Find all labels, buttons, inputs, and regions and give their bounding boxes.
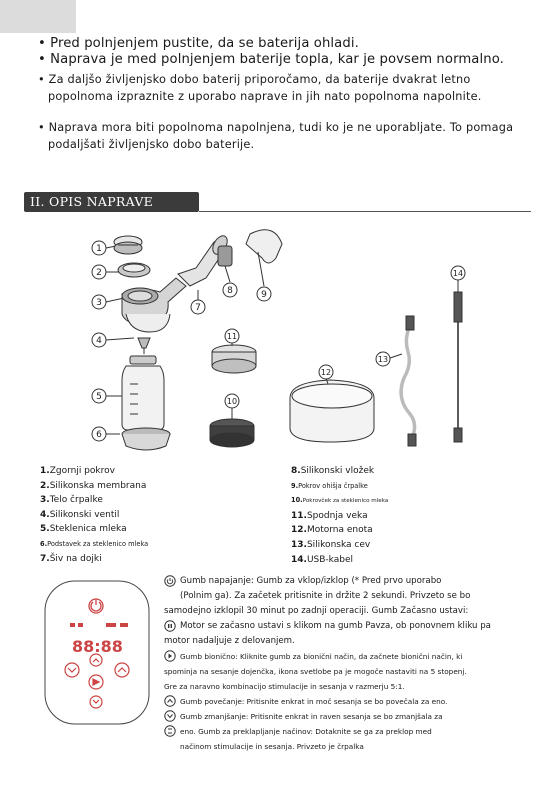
callout-7 xyxy=(191,300,205,314)
switch-mode-icon xyxy=(164,725,176,737)
svg-text:10: 10 xyxy=(226,397,238,406)
note-warm-battery: • Naprava je med polnjenjem baterije topla, kar je povsem normalno. xyxy=(38,52,504,67)
callout-11 xyxy=(225,329,239,343)
decrease-description: Gumb zmanjšanje: Pritisnite enkrat in raven sesanja se bo zmanjšala za xyxy=(164,709,524,724)
list-item: 13.Silikonska cev xyxy=(291,539,371,550)
decrease-icon xyxy=(164,710,176,722)
list-item: 2.Silikonska membrana xyxy=(40,480,147,491)
callout-9 xyxy=(257,287,271,301)
svg-text:1: 1 xyxy=(96,244,102,254)
page-corner-tab xyxy=(0,0,76,33)
callout-5 xyxy=(92,389,106,403)
power-icon xyxy=(164,575,176,587)
part-top-cover xyxy=(114,236,142,254)
section-title: II. OPIS NAPRAVE xyxy=(24,192,199,212)
increase-description: Gumb povečanje: Pritisnite enkrat in moč sesanja se bo povečala za eno. xyxy=(164,694,524,709)
button-descriptions: Gumb napajanje: Gumb za vklop/izklop (* Pred prvo uporabo (Polnim ga). Za začetek pritisnite in držite 2 sekundi. Privzeto se bo samodejno izklopil 30 minut po zadnji operaciji. Gumb Začasno ustavi: Motor se začasno ustavi s klikom na gumb Pavza, ob ponovnem kliku pa motor nadaljuje z delovanjem. Gumb bionično: Kliknite gumb za bionični način, da začnete bionični način, ki spominja na sesanje dojenčka, ikona svetlobe pa je mogoče nastaviti na 5 stopenj. Gre za naravno kombinacijo stimulacije in sesanja v razmerju 5:1. Gumb povečanje: Pritisnite enkrat in moč sesanja se bo povečala za eno. Gumb zmanjšanje: Pritisnite enkrat in raven sesanja se bo zmanjšala za eno. Gumb za preklapljanje načinov: Dotaknite se ga za preklop med načinom stimulacije in sesanja. Privzeto je črpalka xyxy=(164,574,524,754)
callout-13 xyxy=(376,352,390,366)
list-item: 4.Silikonski ventil xyxy=(40,509,120,520)
bionic-mode-icon xyxy=(164,650,176,662)
callout-8 xyxy=(223,283,237,297)
list-item: 9.Pokrov ohišja črpalke xyxy=(291,481,368,490)
battery-notes xyxy=(38,36,528,153)
power-description: Gumb napajanje: Gumb za vklop/izklop (* Pred prvo uporabo xyxy=(164,574,524,589)
callout-14 xyxy=(451,266,465,280)
control-panel-diagram xyxy=(44,580,150,725)
note-cool-battery: • Pred polnjenjem pustite, da se baterija ohladi. xyxy=(38,36,359,51)
callout-4 xyxy=(92,333,106,347)
svg-text:14: 14 xyxy=(452,269,464,278)
pause-icon xyxy=(164,620,176,632)
callout-6 xyxy=(92,427,106,441)
list-item: 3.Telo črpalke xyxy=(40,495,103,506)
section-divider xyxy=(199,211,531,212)
list-item: 11.Spodnja veka xyxy=(291,510,368,521)
parts-list-right xyxy=(291,464,388,567)
list-item: 5.Steklenica mleka xyxy=(40,524,127,535)
callout-12 xyxy=(319,365,333,379)
display-digits: 88:88 xyxy=(72,637,123,656)
list-item: 7.Šiv na dojki xyxy=(40,553,102,564)
callout-3 xyxy=(92,295,106,309)
svg-text:13: 13 xyxy=(377,355,389,364)
list-item: 12.Motorna enota xyxy=(291,525,373,536)
note-fully-charged: • Naprava mora biti popolnoma napolnjena, tudi ko je ne uporabljate. To pomaga podaljšati življenjsko dobo baterije. xyxy=(38,121,514,151)
parts-list-left xyxy=(40,464,148,566)
svg-text:9: 9 xyxy=(261,290,267,300)
list-item: 1.Zgornji pokrov xyxy=(40,466,115,476)
callout-10 xyxy=(225,394,239,408)
mode-description: Gumb bionično: Kliknite gumb za bionični način, da začnete bionični način, ki xyxy=(164,649,524,664)
svg-text:6: 6 xyxy=(96,430,102,440)
svg-text:12: 12 xyxy=(320,368,332,377)
list-item: 14.USB-kabel xyxy=(291,554,353,565)
svg-text:8: 8 xyxy=(227,286,233,296)
svg-text:11: 11 xyxy=(226,332,238,341)
callout-2 xyxy=(92,265,106,279)
parts-diagram xyxy=(0,228,559,460)
list-item: 8.Silikonski vložek xyxy=(291,466,375,476)
increase-icon xyxy=(164,695,176,707)
note-battery-life: • Za daljšo življenjsko dobo baterij priporočamo, da baterije dvakrat letno popolnoma izpraznite z uporabo naprave in jih nato popolnoma napolnite. xyxy=(38,73,482,103)
list-item: 10.Pokrovček za steklenico mleka xyxy=(291,496,389,505)
svg-text:4: 4 xyxy=(96,336,102,346)
svg-text:5: 5 xyxy=(96,392,102,402)
list-item: 6.Podstavek za steklenico mleka xyxy=(40,539,149,548)
svg-text:7: 7 xyxy=(195,303,201,313)
callout-1 xyxy=(92,241,106,255)
svg-text:3: 3 xyxy=(96,298,102,308)
svg-text:2: 2 xyxy=(96,268,102,278)
